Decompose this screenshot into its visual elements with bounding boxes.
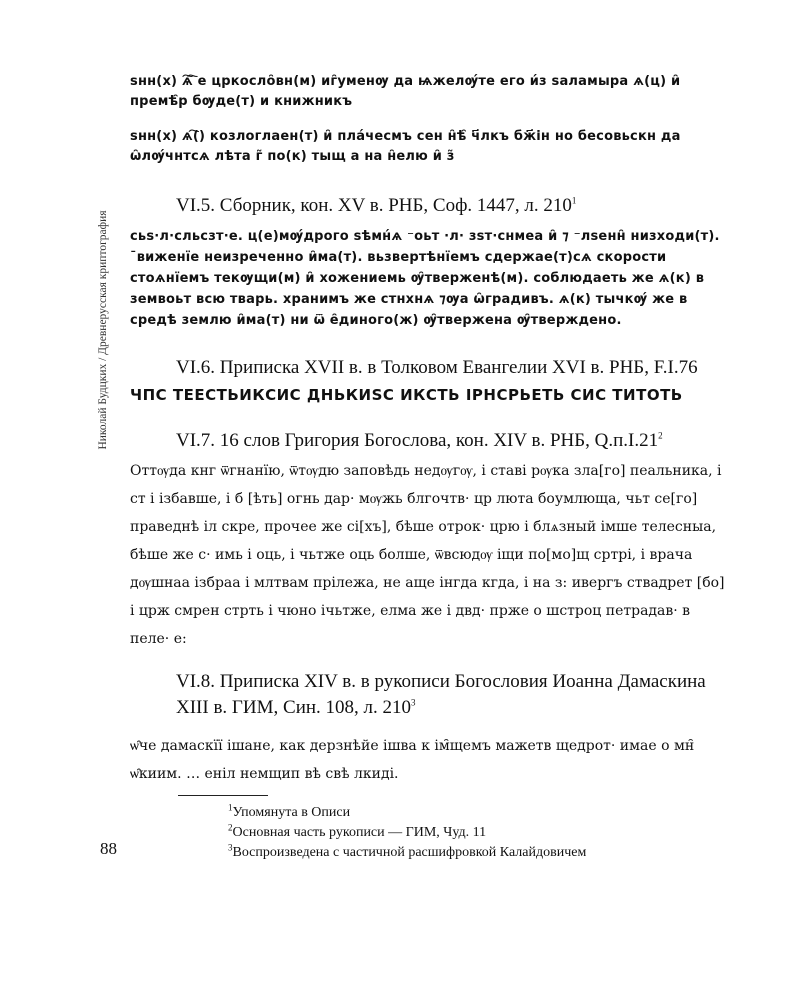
footnote-2 [228,823,486,843]
section-heading-vi8-text: VI.8. Приписка XIV в. в рукописи Богословия Иоанна Дамаскина XIII в. ГИМ, Син. 108, л. 210 [176,671,706,718]
footnote-2-text: Основная часть рукописи — ГИМ, Чуд. 11 [232,825,487,840]
old-slavonic-fragment-a: ѕнн(х) ѧ҇ ҇е цркосло̑вн(м) иг̑уменѹ да ѩжелѹ́те его и́з ѕаламыра ѧ(ц) и̑ премѣ̑р бѹде(т) и книжникъ [130,74,681,109]
section-heading-vi6: VI.6. Приписка XVII в. в Толковом Евангелии XVI в. РНБ, F.I.76 [176,357,698,378]
section-heading-vi5-text: VI.5. Сборник, кон. XV в. РНБ, Соф. 1447, л. 210 [176,195,572,216]
footnote-3 [228,843,586,863]
footnote-2-number: 2 [228,822,233,833]
footnote-1-text: Упомянута в Описи [232,805,351,820]
footnote-3-text: Воспроизведена с частичной расшифровкой Калайдовичем [232,845,587,860]
cipher-text-vi7: Оттѹда кнг ѿгнанїю, ѿтѹдю заповѣдь недѹгѹ, і ставі рѹка зла[го] пеальника, і ст і ізбавше, і б [ѣть] огнь дар· мѹжь блгочтв· цр люта боумлюща, чьт се[го] праведнѣ іл скре, прочее же сі[хъ], бѣше отрок· црю і блѧзный імше телесныа, бѣше же с· имь і оць, і чьтже оць болше, ѿвсюдѹ іщи по[мо]щ сртрі, і врача дѹшнаа ізбраа і млтвам прілежа, не аще інгда кгда, і на з: ивергъ ствадрет [бо] і црж смрен стрть і чюно ічьтже, елма же і двд· прже о шстроц петрадав· в пеле· е: [130,463,725,647]
section-heading-vi7-text: VI.7. 16 слов Григория Богослова, кон. XIV в. РНБ, Q.п.I.21 [176,430,659,451]
footnote-divider [178,795,268,796]
page-number: 88 [100,839,117,858]
footnote-3-number: 3 [228,842,233,853]
cipher-text-vi5: сьѕ·л·сльсзт·е. ц(е)мѹ́дрого ѕѣмн́ѧ ⁻оьт ·л· зѕт·снмеа и̑ ⁊ ⁻лѕенн̑ низходи(т). ˉвиженїе неизреченно и̑ма(т). вьзвертѣнїемъ сдержае(т)сѧ скорости стоѧнїемъ текѹщи(м) и̑ хожениемь ѹ̑тверженѣ(м). соблюдаеть же ѧ(к) в земвоьт всю тварь. хранимъ же стнхнѧ ⁊ѹа ѡ̑градивъ. ѧ(к) тычкѹ́ же в средѣ землю и̑ма(т) ни ѿ е̑диного(ж) ѹ̑твержена ѹ̑тверждено. [130,229,720,328]
running-head: Николай Будцких / Древнерусская криптография [97,210,109,450]
section-heading-vi5 [176,193,576,219]
old-slavonic-fragment-b: ѕнн(х) ѧ(҇) козлоглаен(т) и̑ пла́чесмъ сен н̑ѣ̑ ч҃лкъ бж҃ін но бесовьскн да ѡ̑лѹ́чнтсѧ лѣта г̃ по(к) тыщ а на н̑елю и̑ з̃ [130,129,681,164]
footnote-ref-1: 1 [571,195,577,206]
footnote-1-number: 1 [228,802,233,813]
section-heading-vi7 [176,428,663,454]
footnote-ref-2: 2 [658,430,663,441]
footnote-ref-3: 3 [411,697,416,708]
cipher-text-vi6: ЧПС ТЕЕСТЬИКСИС ДНЬКИЅС ИКСТЬ ІРНСРЬЕТЬ СИС ТИТОТЬ [130,386,683,404]
footnote-1 [228,803,350,823]
cipher-text-vi8: ѡ̑че дамаскїї ішане, как дерзнѣйе ішва к ім̑щемъ мажетв щедрот· имае о мн̑ ѡ̑киим. … еніл немщип вѣ свѣ лкиді. [130,738,695,782]
section-heading-vi8 [176,669,726,721]
